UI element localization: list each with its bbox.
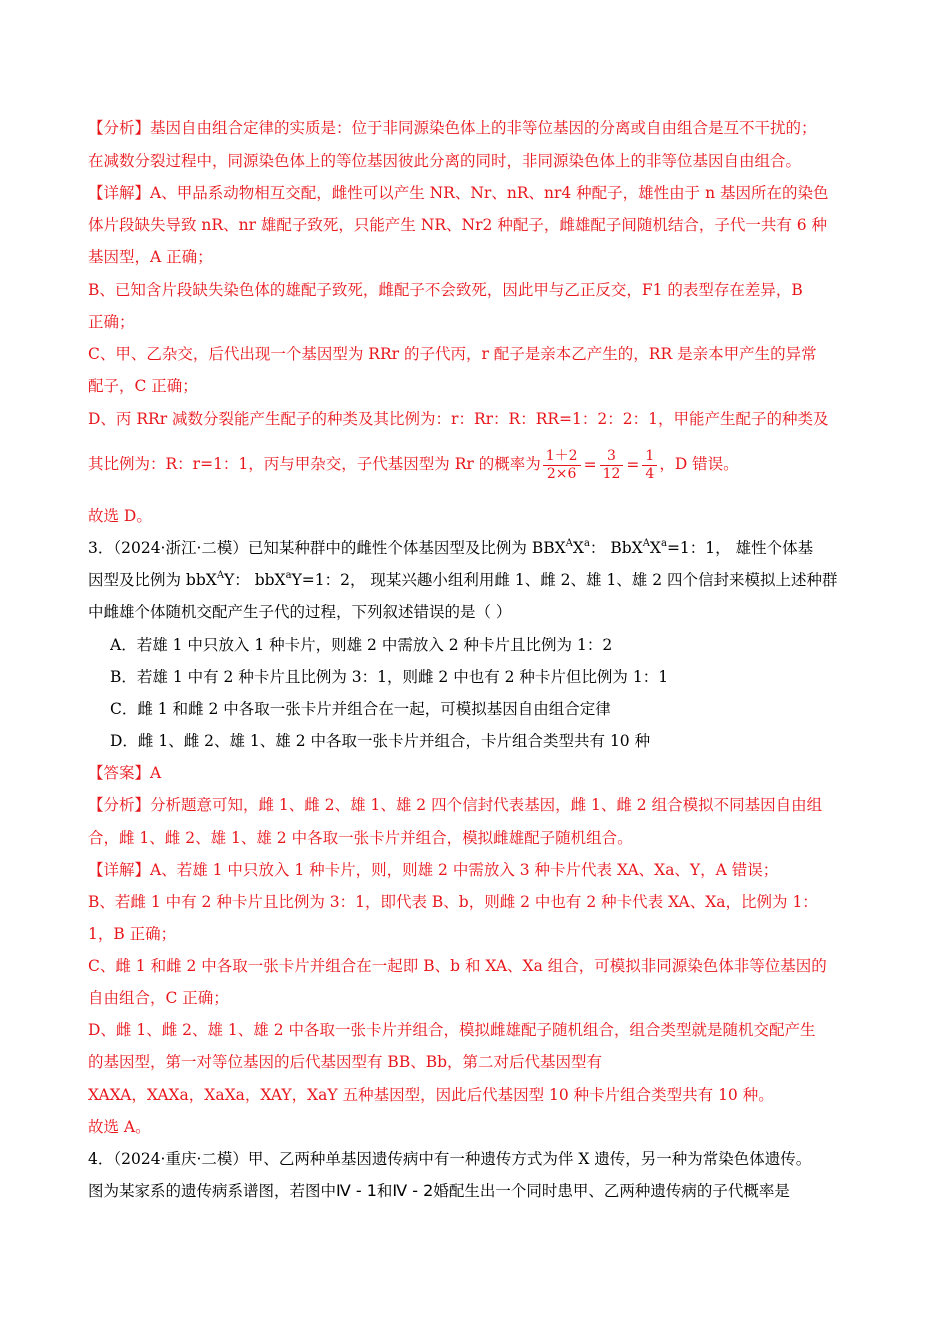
- q3-stem-text: X: [649, 539, 661, 557]
- q3-detail-d-line-1: D、雌 1、雌 2、雄 1、雄 2 中各取一张卡片并组合，模拟雌雄配子随机组合，组合类型就是随机交配产生: [88, 1021, 816, 1039]
- q3-option-d: D．雌 1、雌 2、雄 1、雄 2 中各取一张卡片并组合，卡片组合类型共有 10 种: [110, 732, 651, 750]
- q3-stem-text: =1：1， 雄性个体基: [666, 539, 814, 557]
- superscript: A: [565, 537, 573, 549]
- q3-option-c: C．雌 1 和雌 2 中各取一张卡片并组合在一起，可模拟基因自由组合定律: [110, 700, 611, 718]
- q3-stem-text: X: [572, 539, 584, 557]
- q3-analysis-line-1: 【分析】分析题意可知，雌 1、雌 2、雄 1、雄 2 四个信封代表基因，雌 1、雌 2 组合模拟不同基因自由组: [88, 796, 823, 814]
- fraction-2-denominator: 12: [602, 465, 621, 482]
- q3-option-b: B．若雄 1 中有 2 种卡片且比例为 3：1，则雌 2 中也有 2 种卡片但比例为 1：1: [110, 668, 669, 686]
- q3-analysis-line-2: 合，雌 1、雌 2、雄 1、雄 2 中各取一张卡片并组合，模拟雌雄配子随机组合。: [88, 829, 633, 847]
- q3-detail-b-line-2: 1，B 正确；: [88, 925, 177, 943]
- q3-stem-line-1: [88, 538, 813, 558]
- q2-detail-a-line-1: 【详解】A、甲品系动物相互交配，雌性可以产生 NR、Nr、nR、nr4 种配子，雄性由于 n 基因所在的染色: [88, 184, 829, 202]
- q2-detail-a-line-2: 体片段缺失导致 nR、nr 雄配子致死，只能产生 NR、Nr2 种配子，雌雄配子间随机结合，子代一共有 6 种: [88, 216, 828, 234]
- q2-detail-c-line-2: 配子，C 正确；: [88, 377, 198, 395]
- q3-detail-c-line-1: C、雌 1 和雌 2 中各取一张卡片并组合在一起即 B、b 和 XA、Xa 组合，可模拟非同源染色体非等位基因的: [88, 957, 827, 975]
- q4-stem-text: 婚配生出一个同时患甲、乙两种遗传病的子代概率是: [433, 1182, 790, 1200]
- equals-sign: =: [583, 456, 597, 474]
- fraction-2-numerator: 3: [600, 448, 624, 466]
- q4-stem-text: 图为某家系的遗传病系谱图，若图中: [88, 1182, 337, 1200]
- q3-conclusion: 故选 A。: [88, 1118, 151, 1136]
- fraction-1-numerator: 1＋2: [543, 448, 581, 466]
- fraction-2: [600, 448, 624, 483]
- q3-detail-b-line-1: B、若雌 1 中有 2 种卡片且比例为 3：1，即代表 B、b，则雌 2 中也有 2 种卡代表 XA、Xa，比例为 1：: [88, 893, 818, 911]
- superscript: a: [583, 537, 590, 549]
- q3-detail-d-line-2: 的基因型，第一对等位基因的后代基因型有 BB、Bb，第二对后代基因型有: [88, 1053, 603, 1071]
- q4-stem-line-1: 4．（2024·重庆·二模）甲、乙两种单基因遗传病中有一种遗传方式为伴 X 遗传，另一种为常染色体遗传。: [88, 1150, 812, 1168]
- q3-detail-c-line-2: 自由组合，C 正确；: [88, 989, 229, 1007]
- q3-answer: 【答案】A: [88, 764, 162, 782]
- equals-sign: =: [626, 456, 640, 474]
- fraction-1: [543, 448, 581, 483]
- q4-stem-text: 和: [376, 1182, 393, 1200]
- q3-detail-a: 【详解】A、若雄 1 中只放入 1 种卡片，则，则雄 2 中需放入 3 种卡片代表 XA、Xa、Y，A 错误；: [88, 861, 779, 879]
- pedigree-label-iv-2: Ⅳ - 2: [392, 1181, 434, 1200]
- superscript: a: [660, 537, 667, 549]
- fraction-3: [642, 448, 657, 483]
- q3-stem-text: Y=1：2， 现某兴趣小组利用雌 1、雌 2、雄 1、雄 2 四个信封来模拟上述种群: [291, 571, 838, 589]
- q3-stem-line-2: [88, 570, 838, 590]
- fraction-1-denominator: 2×6: [546, 465, 577, 482]
- q4-stem-line-2: [88, 1181, 790, 1201]
- q2-detail-d-text-end: ，D 错误。: [659, 455, 739, 473]
- superscript: A: [642, 537, 650, 549]
- q2-analysis-line-2: 在减数分裂过程中，同源染色体上的等位基因彼此分离的同时，非同源染色体上的非等位基因自由组合。: [88, 152, 802, 170]
- q2-detail-d-text: 其比例为：R：r=1：1，丙与甲杂交，子代基因型为 Rr 的概率为: [88, 455, 541, 473]
- q3-stem-text: Y： bbX: [224, 571, 286, 589]
- q3-stem-text: ： BbX: [589, 539, 643, 557]
- q2-conclusion: 故选 D。: [88, 507, 152, 525]
- q3-stem-text: 因型及比例为 bbX: [88, 571, 217, 589]
- q2-detail-d-line-1: D、丙 RRr 减数分裂能产生配子的种类及其比例为：r：Rr：R：RR=1：2：2：1，甲能产生配子的种类及: [88, 410, 829, 428]
- q3-option-a: A．若雄 1 中只放入 1 种卡片，则雄 2 中需放入 2 种卡片且比例为 1：2: [110, 636, 613, 654]
- pedigree-label-iv-1: Ⅳ - 1: [336, 1181, 377, 1200]
- q2-detail-d-line-2: [88, 446, 739, 483]
- q2-detail-a-line-3: 基因型，A 正确；: [88, 248, 213, 266]
- q3-detail-d-line-3: XAXA，XAXa，XaXa，XAY，XaY 五种基因型，因此后代基因型 10 种卡片组合类型共有 10 种。: [88, 1086, 774, 1104]
- q2-analysis-line-1: 【分析】基因自由组合定律的实质是：位于非同源染色体上的非等位基因的分离或自由组合是互不干扰的；: [88, 119, 817, 137]
- q3-stem-line-3: 中雌雄个体随机交配产生子代的过程，下列叙述错误的是（ ）: [88, 603, 512, 621]
- fraction-3-denominator: 4: [645, 465, 655, 482]
- q3-stem-text: 3．（2024·浙江·二模）已知某种群中的雌性个体基因型及比例为 BBX: [88, 539, 566, 557]
- fraction-3-numerator: 1: [642, 448, 657, 466]
- q2-detail-b-line-2: 正确；: [88, 313, 135, 331]
- q2-detail-b-line-1: B、已知含片段缺失染色体的雄配子致死，雌配子不会致死，因此甲与乙正反交，F1 的表型存在差异，B: [88, 281, 803, 299]
- superscript: A: [216, 569, 225, 581]
- q2-detail-c-line-1: C、甲、乙杂交，后代出现一个基因型为 RRr 的子代丙，r 配子是亲本乙产生的，RR 是亲本甲产生的异常: [88, 345, 817, 363]
- superscript: a: [285, 569, 292, 581]
